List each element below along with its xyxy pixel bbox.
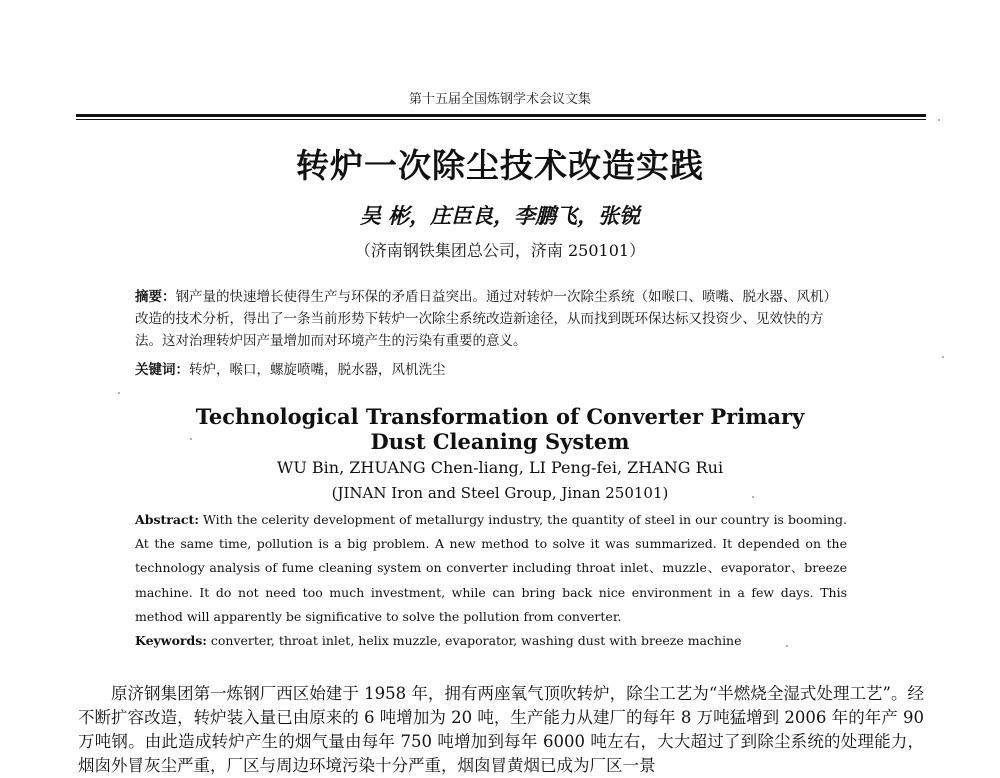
header-rule-thin — [76, 119, 926, 120]
scan-speck — [942, 356, 944, 358]
authors-en: WU Bin, ZHUANG Chen-liang, LI Peng-fei, ZHANG Rui — [276, 458, 724, 477]
running-header: 第十五届全国炼钢学术会议文集 — [408, 92, 591, 107]
authors-cn: 吴 彬，庄臣良，李鹏飞，张锐 — [359, 203, 641, 228]
scan-speck — [118, 392, 120, 394]
abstract-en — [135, 508, 847, 629]
scan-speck — [938, 119, 940, 121]
paper-title-en — [0, 404, 1000, 454]
body-paragraph: 原济钢集团第一炼钢厂西区始建于 1958 年，拥有两座氧气顶吹转炉，除尘工艺为“半燃烧全湿式处理工艺”。经不断扩容改造，转炉装入量已由原来的 6 吨增加为 20 吨，生产能力从建厂的每年 8 万吨猛增到 2006 年的年产 90 万吨钢。由此造成转炉产生的烟气量由每年 750 吨增加到每年 6000 吨左右，大大超过了到除尘系统的处理能力，烟囱外冒灰尘严重，厂区与周边环境污染十分严重，烟囱冒黄烟已成为厂区一景 — [78, 684, 924, 775]
abstract-label-cn: 摘要： — [135, 289, 176, 305]
affiliation-en: (JINAN Iron and Steel Group, Jinan 250101) — [331, 484, 669, 502]
keywords-label-en: Keywords: — [135, 633, 207, 648]
abstract-cn — [135, 286, 847, 352]
affiliation-cn: （济南钢铁集团总公司，济南 250101） — [354, 241, 646, 260]
abstract-text-cn: 钢产量的快速增长使得生产与环保的矛盾日益突出。通过对转炉一次除尘系统（如喉口、喷嘴、脱水器、风机）改造的技术分析，得出了一条当前形势下转炉一次除尘系统改造新途径，从而找到既环保达标又投资少、见效快的方法。这对治理转炉因产量增加而对环境产生的污染有重要的意义。 — [135, 289, 837, 349]
abstract-text-en: With the celerity development of metallurgy industry, the quantity of steel in our country is booming. At the same time, pollution is a big problem. A new method to solve it was summarized. It depended on the technology analysis of fume cleaning system on converter including throat inlet、muzzle、evaporator、breeze machine. It do not need too much investment, while can bring back nice environment in a few days. This method will apparently be significative to solve the pollution from converter. — [135, 512, 847, 624]
paper-title-cn: 转炉一次除尘技术改造实践 — [296, 146, 704, 185]
keywords-cn — [135, 359, 847, 381]
keywords-label-cn: 关键词： — [135, 362, 189, 378]
scan-speck — [190, 438, 192, 440]
abstract-label-en: Abstract: — [135, 512, 199, 527]
keywords-en — [135, 630, 847, 652]
keywords-text-cn: 转炉，喉口，螺旋喷嘴，脱水器，风机洗尘 — [189, 362, 446, 378]
header-rule-thick — [76, 114, 926, 117]
keywords-text-en: converter, throat inlet, helix muzzle, evaporator, washing dust with breeze machine — [206, 633, 742, 648]
scan-speck — [752, 496, 754, 498]
scan-speck — [786, 645, 788, 647]
paper-title-en-line2: Dust Cleaning System — [370, 429, 630, 454]
paper-title-en-line1: Technological Transformation of Converter Primary — [195, 404, 805, 429]
